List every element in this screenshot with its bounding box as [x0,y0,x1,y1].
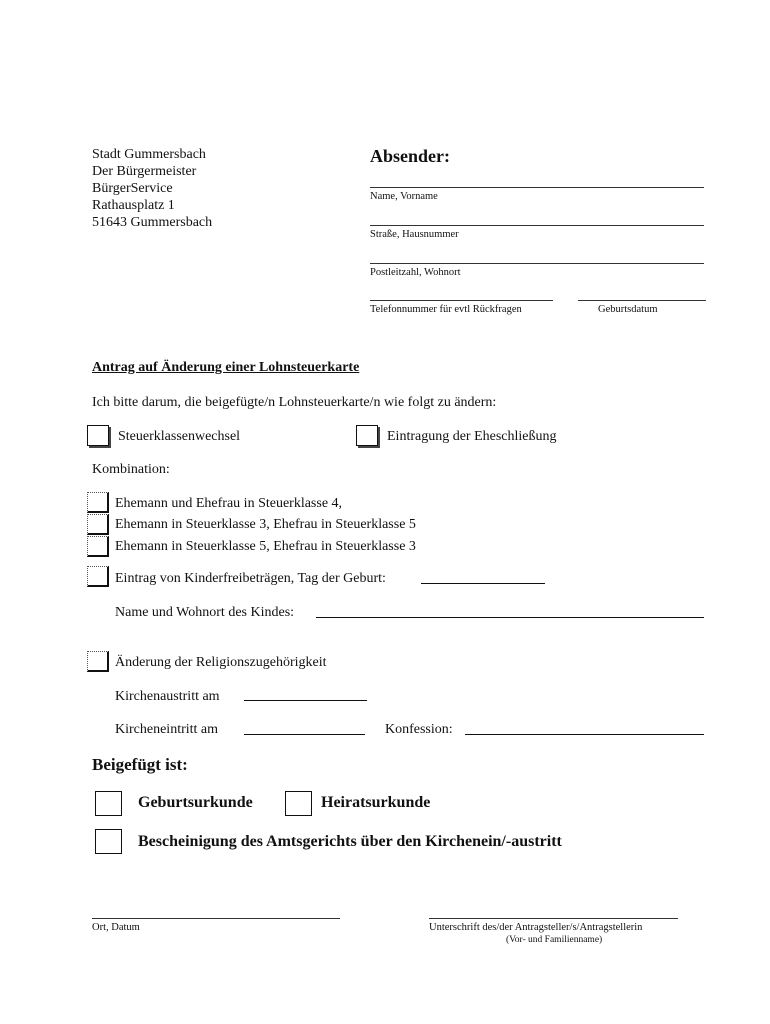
religion-change-label: Änderung der Religionszugehörigkeit [115,655,327,670]
sender-name-line[interactable] [370,187,704,188]
recipient-line-3: BürgerService [92,181,173,196]
combo-4-4-label: Ehemann und Ehefrau in Steuerklasse 4, [115,496,343,511]
church-entry-label: Kircheneintritt am [115,722,219,737]
combo-3-5-label: Ehemann in Steuerklasse 3, Ehefrau in Steuerklasse 5 [115,517,416,532]
sender-name-label: Name, Vorname [370,191,438,202]
sender-birthdate-line[interactable] [578,300,706,301]
court-certificate-checkbox[interactable] [95,829,122,854]
steuerklassenwechsel-label: Steuerklassenwechsel [118,429,241,444]
attachments-heading: Beigefügt ist: [92,755,188,774]
sender-heading: Absender: [370,146,450,166]
combination-label: Kombination: [92,462,170,477]
signature-label: Unterschrift des/der Antragsteller/s/Antragstellerin [429,922,643,933]
signature-sub-label: (Vor- und Familienname) [506,935,603,945]
religion-change-checkbox[interactable] [87,651,109,672]
sender-city-label: Postleitzahl, Wohnort [370,267,461,278]
child-name-line[interactable] [316,617,704,618]
application-title: Antrag auf Änderung einer Lohnsteuerkarte [92,360,360,375]
eheschliessung-checkbox[interactable] [356,425,378,446]
recipient-line-5: 51643 Gummersbach [92,215,213,230]
church-exit-label: Kirchenaustritt am [115,689,220,704]
application-intro: Ich bitte darum, die beigefügte/n Lohnsteuerkarte/n wie folgt zu ändern: [92,395,497,410]
church-entry-date-line[interactable] [244,734,365,735]
birth-certificate-label: Geburtsurkunde [138,794,253,811]
recipient-line-1: Stadt Gummersbach [92,147,206,162]
marriage-certificate-label: Heiratsurkunde [321,794,431,811]
sender-phone-line[interactable] [370,300,553,301]
sender-street-line[interactable] [370,225,704,226]
combo-5-3-checkbox[interactable] [87,536,109,557]
church-exit-date-line[interactable] [244,700,367,701]
steuerklassenwechsel-checkbox[interactable] [87,425,109,446]
sender-street-label: Straße, Hausnummer [370,229,459,240]
denomination-label: Konfession: [385,722,453,737]
birth-certificate-checkbox[interactable] [95,791,122,816]
child-birthdate-line[interactable] [421,583,545,584]
child-name-label: Name und Wohnort des Kindes: [115,605,295,620]
sender-city-line[interactable] [370,263,704,264]
recipient-line-4: Rathausplatz 1 [92,198,175,213]
child-allowance-checkbox[interactable] [87,566,109,587]
signature-line[interactable] [429,918,678,919]
sender-birthdate-label: Geburtsdatum [598,304,658,315]
combo-5-3-label: Ehemann in Steuerklasse 5, Ehefrau in Steuerklasse 3 [115,539,416,554]
combo-3-5-checkbox[interactable] [87,514,109,535]
combo-4-4-checkbox[interactable] [87,492,109,513]
recipient-line-2: Der Bürgermeister [92,164,197,179]
court-certificate-label: Bescheinigung des Amtsgerichts über den Kirchenein/-austritt [138,833,562,850]
denomination-line[interactable] [465,734,704,735]
place-date-line[interactable] [92,918,340,919]
place-date-label: Ort, Datum [92,922,140,933]
eheschliessung-label: Eintragung der Eheschließung [387,429,557,444]
sender-phone-label: Telefonnummer für evtl Rückfragen [370,304,522,315]
child-allowance-label: Eintrag von Kinderfreibeträgen, Tag der Geburt: [115,571,386,586]
marriage-certificate-checkbox[interactable] [285,791,312,816]
